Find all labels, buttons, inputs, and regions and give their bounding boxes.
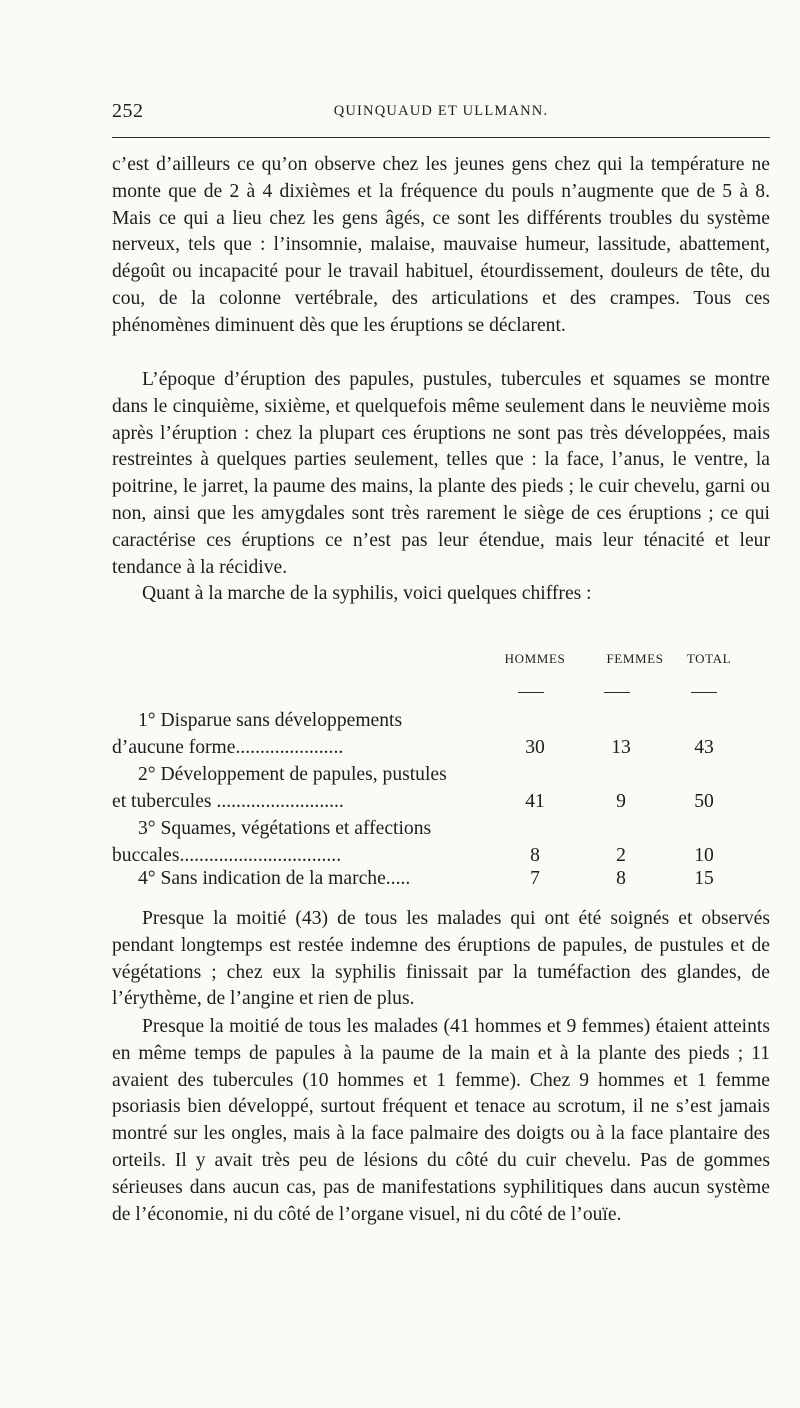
cell-femmes: 13 [611, 737, 631, 758]
cell-hommes: 41 [525, 791, 545, 812]
cell-total: 15 [694, 868, 714, 889]
row-label [112, 762, 488, 816]
column-dash-hommes [518, 692, 544, 693]
cell-femmes: 8 [616, 868, 626, 889]
paragraph-2: L’époque d’éruption des papules, pustules, tubercules et squames se montre dans le cinquième, sixième, et quelquefois même seulement dans le neuvième mois après l’éruption : chez la plupart ces éruptions ne sont pas très développées, mais restreintes à quelques parties seulement, telles que : la face, l’anus, le ventre, la poitrine, le jarret, la paume des mains, la plante des pieds ; le cuir chevelu, garni ou non, ainsi que les amygdales sont très rarement le siège de ces éruptions ; ce qui caractérise ces éruptions ce n’est pas leur étendue, mais leur ténacité et leur tendance à la récidive. [112, 369, 770, 578]
body-text-after-table [112, 906, 770, 1013]
cell-femmes: 2 [616, 845, 626, 866]
row-label-line-1: 2° Développement de papules, pustules [138, 764, 447, 785]
page-header [112, 100, 770, 128]
paragraph-3: Quant à la marche de la syphilis, voici quelques chiffres : [142, 583, 592, 605]
row-label-line-2: buccales................................. [112, 844, 342, 866]
column-dash-femmes [604, 692, 630, 693]
paragraph-5: Presque la moitié de tous les malades (41 hommes et 9 femmes) étaient atteints en même temps de papules à la paume de la main et à la plante des pieds ; 11 avaient des tubercules (10 hommes et 1 femme). Chez 9 hommes et 1 femme psoriasis bien développé, surtout fréquent et tenace au scrotum, il ne s’est jamais montré sur les ongles, mais à la face palmaire des doigts ou à la face plantaire des orteils. Il y avait très peu de lésions du côté du cuir chevelu. Pas de gommes sérieuses dans aucun cas, pas de manifestations syphilitiques dans aucun système de l’économie, ni du côté de l’organe visuel, ni du côté de l’ouïe. [112, 1016, 770, 1225]
header-rule [112, 137, 770, 138]
column-header-total: TOTAL [686, 651, 732, 666]
running-head: QUINQUAUD ET ULLMANN. [333, 103, 549, 119]
row-label [112, 708, 488, 762]
row-label-line-1: 4° Sans indication de la marche..... [138, 868, 411, 889]
table-header [0, 651, 800, 671]
row-label-line-1: 1° Disparue sans développements [138, 710, 403, 731]
row-label-line-2: et tubercules .......................... [112, 790, 344, 812]
cell-total: 10 [694, 845, 714, 866]
cell-hommes: 7 [530, 868, 540, 889]
body-text-bottom [112, 1014, 770, 1228]
column-header-femmes: FEMMES [606, 651, 664, 666]
cell-hommes: 30 [525, 737, 545, 758]
body-text-middle [112, 367, 770, 608]
row-label-line-1: 3° Squames, végétations et affections [138, 818, 432, 839]
paragraph-1: c’est d’ailleurs ce qu’on observe chez les jeunes gens chez qui la température ne monte que de 2 à 4 dixièmes et la fréquence du pouls n’augmente que de 5 à 8. Mais ce qui a lieu chez les gens âgés, ce sont les différents troubles du système nerveux, tels que : l’insomnie, malaise, mauvaise humeur, lassitude, abattement, dégoût ou incapacité pour le travail habituel, étourdissement, douleurs de tête, du cou, de la colonne vertébrale, des articulations et des crampes. Tous ces phénomènes diminuent dès que les éruptions se déclarent. [112, 154, 770, 336]
row-label [112, 816, 488, 870]
column-dash-total [691, 692, 717, 693]
cell-femmes: 9 [616, 791, 626, 812]
row-label-line-2: d’aucune forme...................... [112, 736, 344, 758]
column-header-hommes: HOMMES [504, 651, 566, 666]
cell-total: 43 [694, 737, 714, 758]
page-number: 252 [112, 100, 144, 122]
cell-total: 50 [694, 791, 714, 812]
body-text-top [112, 152, 770, 340]
cell-hommes: 8 [530, 845, 540, 866]
row-label [112, 866, 488, 893]
paragraph-4: Presque la moitié (43) de tous les malades qui ont été soignés et observés pendant longtemps est restée indemne des éruptions de papules, de pustules et de végétations ; chez eux la syphilis finissait par la tuméfaction des glandes, de l’érythème, de l’angine et rien de plus. [112, 908, 770, 1010]
